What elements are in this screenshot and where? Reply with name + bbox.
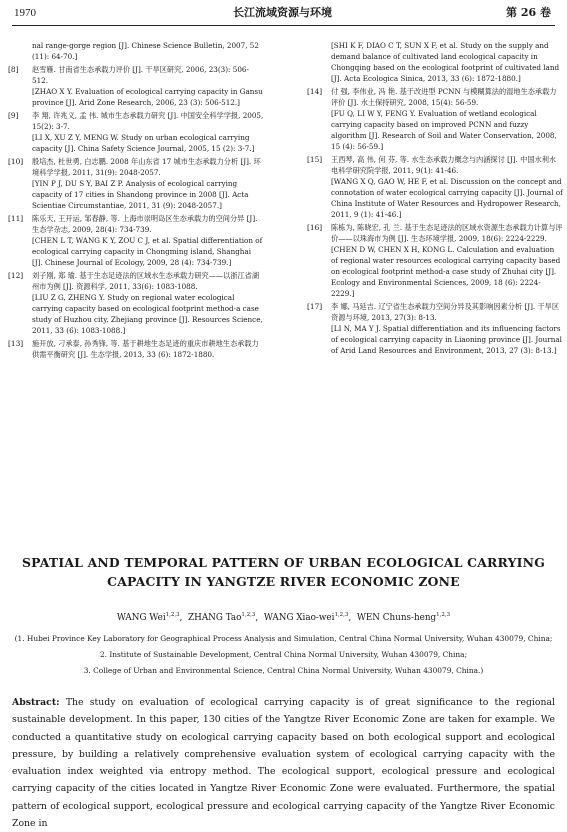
author-affiliation-marker: 1,2,3	[334, 612, 349, 618]
reference-entry: [13] 施开放, 刁承泰, 孙秀锋, 等. 基于耕地生态足迹的重庆市耕地生态承载力供需平衡研究 [J]. 生态学报, 2013, 33 (6): 1872-1880.	[8, 339, 259, 359]
author-affiliation-marker: 1,2,3	[241, 612, 256, 618]
affiliation-line: 2. Institute of Sustainable Development, Central China Normal University, Wuhan 430079, China;	[99, 650, 468, 659]
reference-entry: [9] 李 翔, 许兆义, 孟 伟. 城市生态承载力研究 [J]. 中国安全科学学报, 2005, 15(2): 3-7. [LI X, XU Z Y, MENG W. Study on urban ecological carrying capacity [J]. China Safety Science Journal, 2005, 15 (2): 3-7.]	[8, 111, 264, 153]
title-line-1: SPATIAL AND TEMPORAL PATTERN OF URBAN ECOLOGICAL CARRYING	[22, 555, 545, 570]
journal-title: 长江流域资源与环境	[233, 6, 332, 19]
author-name: WANG Xiao-wei	[263, 612, 335, 623]
author-name: WANG Wei	[116, 612, 166, 623]
reference-entry: [15] 王西琴, 高 伟, 何 芬, 等. 水生态承载力概念与内涵探讨 [J]. 中国水利水电科学研究院学报, 2011, 9(1): 41-46. [WANG X Q, GAO W, HE F, et al. Discussion on the concept and connotation of water ecological carrying capacity [J]. Journal of China Institute of Water Resources and Hydropower Research, 2011, 9 (1): 41-46.]	[307, 155, 563, 219]
header-rule	[12, 25, 555, 26]
abstract-label: Abstract:	[12, 697, 60, 708]
author-name: ZHANG Tao	[188, 612, 242, 623]
affiliation-line: 3. College of Urban and Environmental Science, Central China Normal University, Wuhan 430079, China.)	[83, 666, 484, 675]
page-number: 1970	[14, 7, 36, 19]
reference-entry: [12] 刘子刚, 郑 瑜. 基于生态足迹法的区域水生态承载力研究——以浙江省湖州市为例 [J]. 资源科学, 2011, 33(6): 1083-1088. [LIU Z G, ZHENG Y. Study on regional water ecological carrying capacity based on ecological footprint method-a case study of Huzhou city, Zhejiang province [J]. Resources Science, 2011, 33 (6): 1083-1088.]	[8, 271, 263, 335]
article-title	[0, 553, 567, 591]
running-header	[14, 6, 551, 24]
volume-label: 第 26 卷	[506, 6, 551, 19]
author-name: WEN Chuns-heng	[356, 612, 437, 623]
affiliation-line: (1. Hubei Province Key Laboratory for Geographical Process Analysis and Simulation, Central China Normal University, Wuhan 430079, China;	[14, 634, 553, 643]
references-left-column	[6, 40, 264, 362]
title-line-2: CAPACITY IN YANGTZE RIVER ECONOMIC ZONE	[107, 574, 460, 589]
reference-entry: [16] 陈栋为, 陈晓宏, 孔 兰. 基于生态足迹法的区域水资源生态承载力计算与评价——以珠海市为例 [J]. 生态环境学报, 2009, 18(6): 2224-2229. [CHEN D W, CHEN X H, KONG L. Calculation and evaluation of regional water resources ecological carrying capacity based on ecological footprint method-a case study of Zhuhai city [J]. Ecology and Environmental Sciences, 2009, 18 (6): 2224-2229.]	[307, 223, 563, 298]
reference-entry: [8] 赵雪雁. 甘南省生态承载力评价 [J]. 干旱区研究, 2006, 23(3): 506-512. [ZHAO X Y. Evaluation of ecological carrying capacity in Gansu province [J]. Arid Zone Research, 2006, 23 (3): 506-512.]	[8, 65, 263, 107]
abstract-text: The study on evaluation of ecological carrying capacity is of great significance to the regional sustainable development. In this paper, 130 cities of the Yangtze River Economic Zone are taken for example. We conducted a quantitative study on ecological carrying capacity based on both ecological support and ecological pressure, by building a relatively comprehensive evaluation system of ecological carrying capacity with the evaluation index weighted via entropy method. The ecological support, ecological pressure and ecological carrying capacity of the cities located in Yangtze River Economic Zone were evaluated. Furthermore, the spatial pattern of ecological support, ecological pressure and ecological carrying capacity of the Yangtze River Economic Zone in	[12, 697, 555, 830]
reference-entry: [11] 陈乐天, 王开运, 邹春静, 等. 上海市崇明岛区生态承载力的空间分异 [J]. 生态学杂志, 2009, 28(4): 734-739. [CHEN L T, WANG K Y, ZOU C J, et al. Spatial differentiation of ecological carrying capacity in Chongming island, Shanghai [J]. Chinese Journal of Ecology, 2009, 28 (4): 734-739.]	[8, 214, 263, 267]
reference-entry: [SHI K F, DIAO C T, SUN X F, et al. Study on the supply and demand balance of cultivated land ecological capacity in Chongqing based on the ecological footprint of cultivated land [J]. Acta Ecologica Sinica, 2013, 33 (6): 1872-1880.]	[331, 41, 560, 83]
author-affiliation-marker: 1,2,3	[436, 612, 451, 618]
author-list: WANG Wei$^{1,2,3}$, ZHANG Tao$^{1,2,3}$, WANG Xiao-wei$^{1,2,3}$, WEN Chuns-heng$^{1,2,3}$	[116, 612, 451, 623]
reference-entry: nal range-gorge region [J]. Chinese Science Bulletin, 2007, 52 (11): 64-70.]	[32, 41, 259, 61]
abstract	[12, 694, 555, 832]
reference-entry: [17] 李 娜, 马延吉. 辽宁省生态承载力空间分异及其影响因素分析 [J]. 干旱区资源与环境, 2013, 27(3): 8-13. [LI N, MA Y J. Spatial differentiation and its influencing factors of ecological carrying capacity in Liaoning province [J]. Journal of Arid Land Resources and Environment, 2013, 27 (3): 8-13.]	[307, 302, 562, 355]
reference-entry: [14] 付 强, 李伟业, 冯 艳. 基于改进型 PCNN 与模糊算法的湿地生态承载力评价 [J]. 水土保持研究, 2008, 15(4): 56-59. [FU Q, LI W Y, FENG Y. Evaluation of wetland ecological carrying capacity based on improved PCNN and fuzzy algorithm [J]. Research of Soil and Water Conservation, 2008, 15 (4): 56-59.]	[307, 87, 557, 151]
references-right-column	[305, 40, 563, 358]
reference-entry: [10] 殷培杰, 杜世勇, 白志鹏. 2008 年山东省 17 城市生态承载力分析 [J]. 环境科学学报, 2011, 31(9): 2048-2057. [YIN P J, DU S Y, BAI Z P. Analysis of ecological carrying capacity of 17 cities in Shandong province in 2008 [J]. Acta Scientiae Circumstantiae, 2011, 31 (9): 2048-2057.]	[8, 157, 261, 210]
author-affiliation-marker: 1,2,3	[165, 612, 180, 618]
